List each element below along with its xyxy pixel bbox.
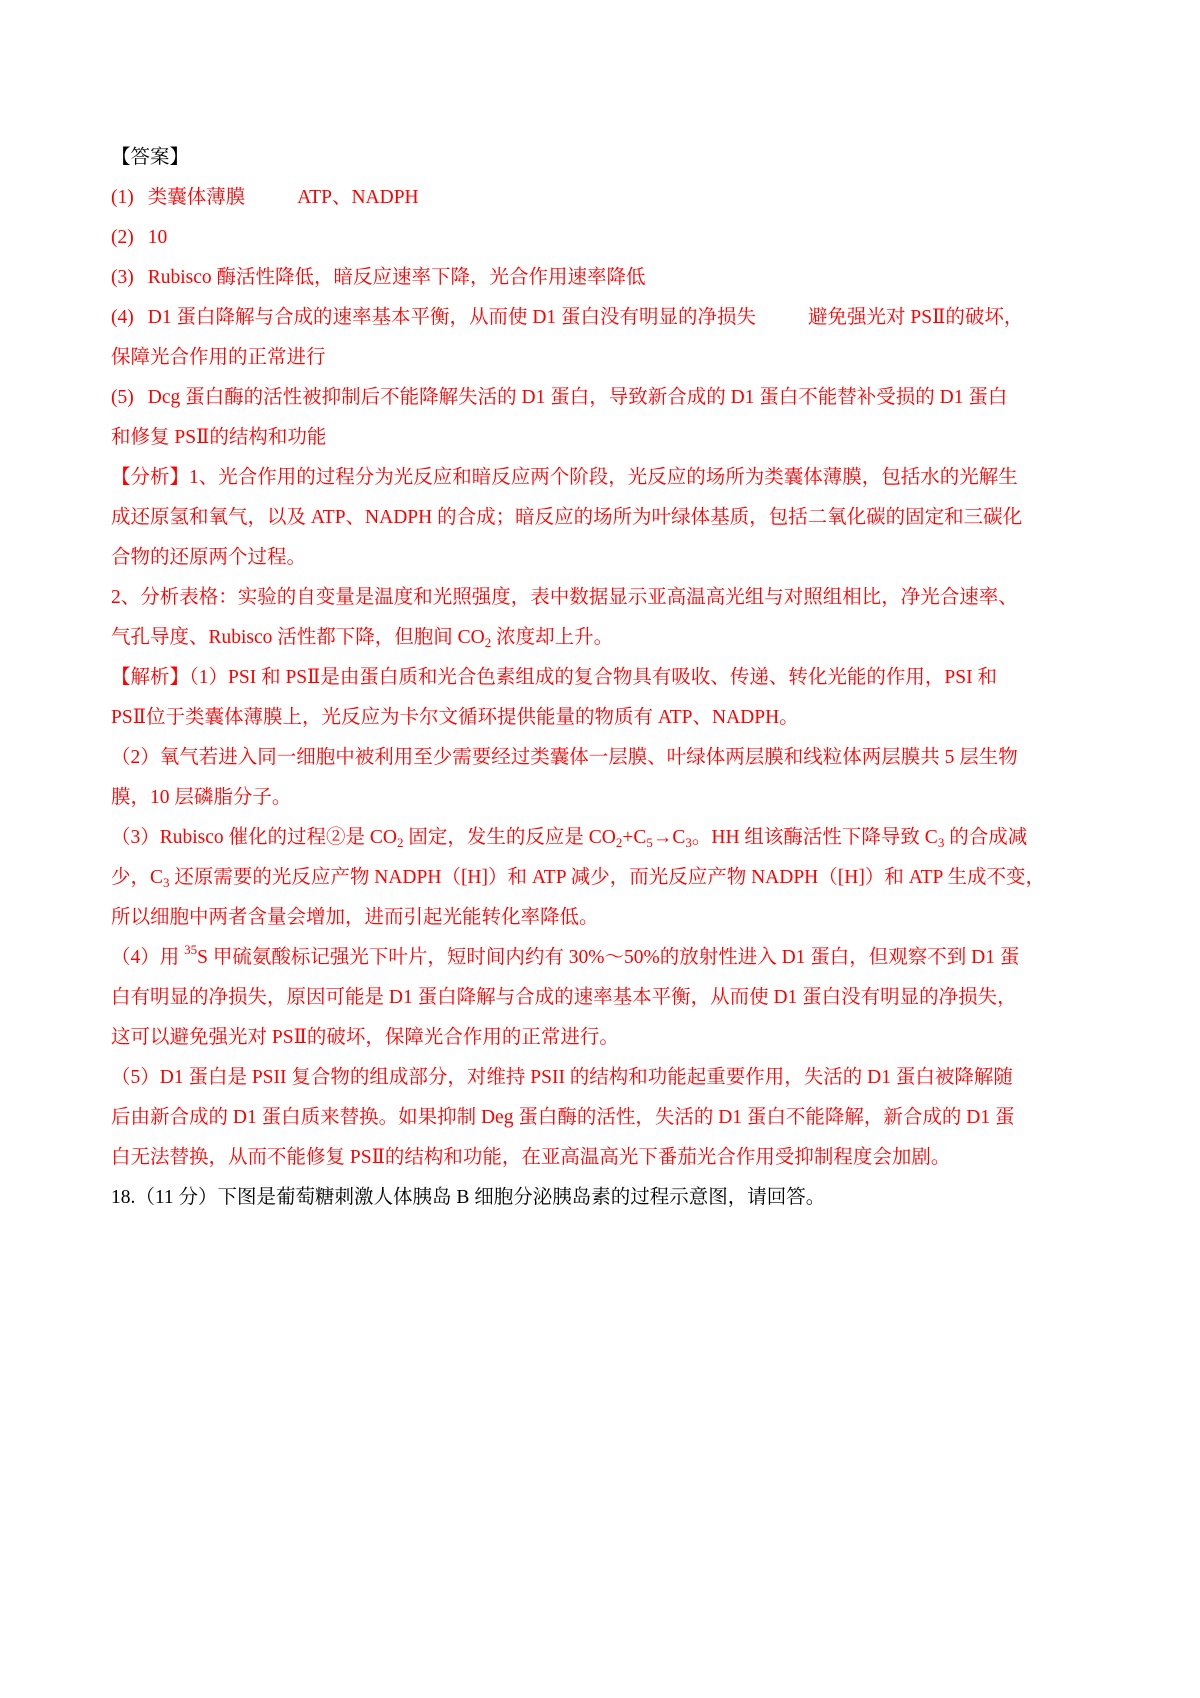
answer-3-text: Rubisco 酶活性降低，暗反应速率下降，光合作用速率降低 (147, 267, 646, 288)
answer-1-text-2: ATP、NADPH (297, 187, 419, 208)
explanation-3-text-a: （3）Rubisco 催化的过程②是 CO (111, 827, 398, 848)
explanation-4-text-b: S 甲硫氨酸标记强光下叶片，短时间内约有 30%～50%的放射性进入 D1 蛋白，但观察不到 D1 蛋 (197, 947, 1020, 968)
explanation-1-line-2: PSⅡ位于类囊体薄膜上，光反应为卡尔文循环提供能量的物质有 ATP、NADPH。 (111, 707, 799, 728)
analysis-p1-line-1 (111, 458, 1101, 498)
answer-5-line-2: 和修复 PSⅡ的结构和功能 (111, 427, 327, 448)
subscript-5: 5 (646, 835, 653, 850)
explanation-3-line-3: 所以细胞中两者含量会增加，进而引起光能转化率降低。 (111, 907, 599, 928)
explanation-3-text-e: 。HH 组该酶活性下降导致 C (691, 827, 938, 848)
answer-2-number: (2) (111, 227, 134, 248)
explanation-1-text-1: （1）PSI 和 PSⅡ是由蛋白质和光合色素组成的复合物具有吸收、传递、转化光能的作用，PSI 和 (189, 667, 997, 688)
explanation-1-line-1 (111, 658, 1101, 698)
analysis-p1-line-3: 合物的还原两个过程。 (111, 547, 307, 568)
subscript-2: 2 (615, 835, 623, 850)
explanation-3-text-d: →C (652, 827, 686, 848)
answer-5-number: (5) (111, 387, 134, 408)
answer-2 (111, 218, 1101, 258)
explanation-3-text-h: 还原需要的光反应产物 NADPH（[H]）和 ATP 减少，而光反应产物 NADPH（[H]）和 ATP 生成不变， (169, 867, 1046, 888)
analysis-p2-text-a: 气孔导度、Rubisco 活性都下降，但胞间 CO (111, 627, 485, 648)
explanation-3-text-f: 的合成减 (944, 827, 1028, 848)
explanation-3-line-2 (111, 858, 1101, 898)
subscript-3: 3 (685, 835, 692, 850)
explanation-2-line-1: （2）氧气若进入同一细胞中被利用至少需要经过类囊体一层膜、叶绿体两层膜和线粒体两层膜共 5 层生物 (111, 747, 1018, 768)
explanation-4-line-1 (111, 938, 1101, 978)
analysis-p1-text-1: 1、光合作用的过程分为光反应和暗反应两个阶段，光反应的场所为类囊体薄膜，包括水的光解生 (189, 467, 1018, 488)
explanation-5-line-2: 后由新合成的 D1 蛋白质来替换。如果抑制 Deg 蛋白酶的活性，失活的 D1 蛋白不能降解，新合成的 D1 蛋 (111, 1107, 1015, 1128)
answer-heading: 【答案】 (111, 147, 190, 168)
analysis-heading: 【分析】 (111, 467, 190, 488)
explanation-3-text-c: +C (622, 827, 647, 848)
answer-1-text-1: 类囊体薄膜 (147, 187, 246, 208)
answer-4-number: (4) (111, 307, 134, 328)
explanation-5-line-3: 白无法替换，从而不能修复 PSⅡ的结构和功能，在亚高温高光下番茄光合作用受抑制程度会加剧。 (111, 1147, 951, 1168)
subscript-2: 2 (397, 835, 404, 850)
superscript-35: 35 (184, 942, 198, 957)
answer-4-text-1: D1 蛋白降解与合成的速率基本平衡，从而使 D1 蛋白没有明显的净损失 (147, 307, 757, 328)
answer-4-line-2: 保障光合作用的正常进行 (111, 347, 326, 368)
analysis-p2-line-2 (111, 618, 1101, 658)
explanation-heading: 【解析】 (111, 667, 190, 688)
analysis-p1-line-2: 成还原氢和氧气，以及 ATP、NADPH 的合成；暗反应的场所为叶绿体基质，包括二氧化碳的固定和三碳化 (111, 507, 1023, 528)
answer-4-text-2: 避免强光对 PSⅡ的破坏， (808, 307, 1024, 328)
subscript-3: 3 (163, 875, 170, 890)
answer-5-text-1: Dcg 蛋白酶的活性被抑制后不能降解失活的 D1 蛋白，导致新合成的 D1 蛋白不能替补受损的 D1 蛋白 (147, 387, 1008, 408)
explanation-4-line-3: 这可以避免强光对 PSⅡ的破坏，保障光合作用的正常进行。 (111, 1027, 619, 1048)
subscript-2: 2 (484, 635, 492, 650)
answer-5-line-1 (111, 378, 1101, 418)
explanation-4-line-2: 白有明显的净损失，原因可能是 D1 蛋白降解与合成的速率基本平衡，从而使 D1 蛋白没有明显的净损失， (111, 987, 1017, 1008)
explanation-3-text-g: 少，C (111, 867, 164, 888)
answer-3 (111, 258, 1101, 298)
answer-3-number: (3) (111, 267, 134, 288)
answer-1-number: (1) (111, 187, 134, 208)
explanation-4-text-a: （4）用 (111, 947, 185, 968)
explanation-3-line-1 (111, 818, 1101, 858)
subscript-3: 3 (937, 835, 945, 850)
answer-2-text: 10 (147, 227, 168, 248)
analysis-p2-line-1: 2、分析表格：实验的自变量是温度和光照强度，表中数据显示亚高温高光组与对照组相比，净光合速率、 (111, 587, 1018, 608)
answer-4-line-1 (111, 298, 1101, 338)
question-18: 18.（11 分）下图是葡萄糖刺激人体胰岛 B 细胞分泌胰岛素的过程示意图，请回答。 (111, 1187, 826, 1208)
explanation-2-line-2: 膜，10 层磷脂分子。 (111, 787, 292, 808)
analysis-p2-text-b: 浓度却上升。 (491, 627, 614, 648)
explanation-5-line-1: （5）D1 蛋白是 PSII 复合物的组成部分，对维持 PSII 的结构和功能起重要作用，失活的 D1 蛋白被降解随 (111, 1067, 1013, 1088)
explanation-3-text-b: 固定，发生的反应是 CO (403, 827, 616, 848)
answer-1 (111, 178, 1101, 218)
